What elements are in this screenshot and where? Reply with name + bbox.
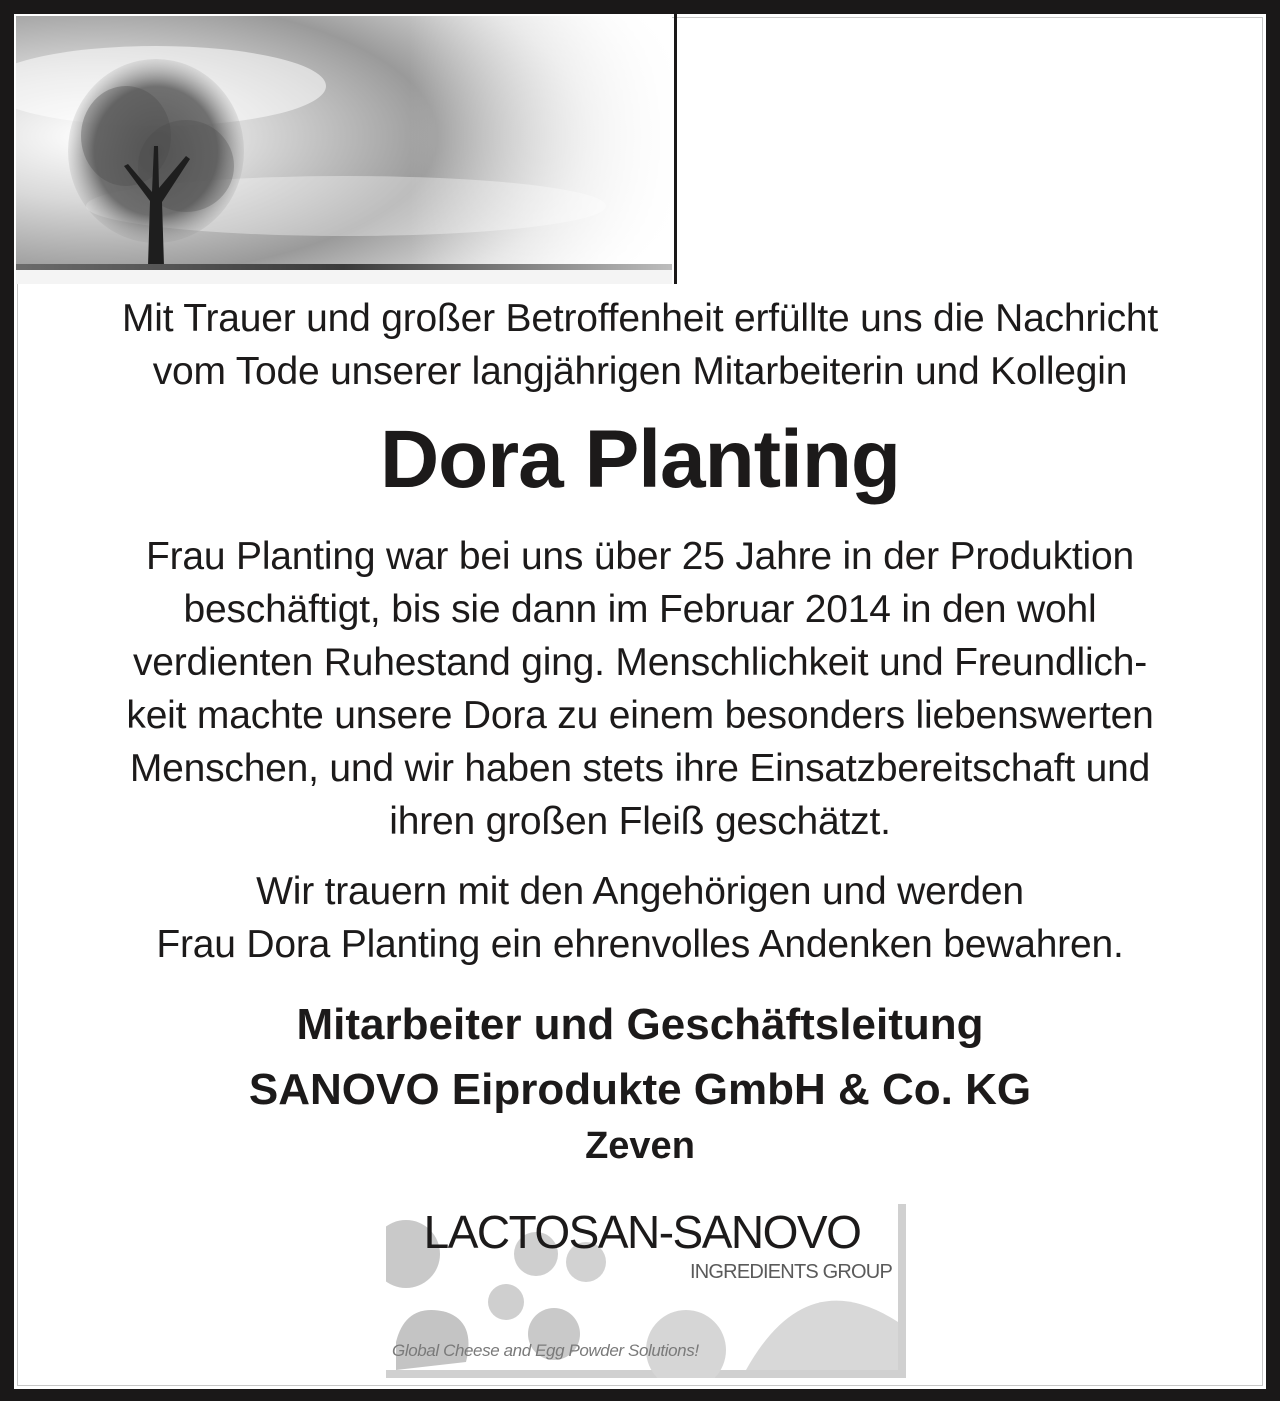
logo-tagline: Global Cheese and Egg Powder Solutions! — [392, 1341, 699, 1360]
tribute-paragraph — [30, 530, 1250, 848]
paragraph-line: Frau Planting war bei uns über 25 Jahre in der Produktion — [145, 535, 1134, 578]
signature-staff: Mitarbeiter und Geschäftsleitung — [296, 1000, 984, 1049]
logo-title: LACTOSAN-SANOVO — [423, 1206, 861, 1258]
tree-image — [16, 16, 672, 284]
deceased-name: Dora Planting — [379, 414, 901, 505]
intro-line: Mit Trauer und großer Betroffenheit erfüllte uns die Nachricht — [121, 297, 1159, 340]
signature-place: Zeven — [585, 1125, 695, 1167]
intro-text — [30, 292, 1250, 398]
company-logo — [386, 1202, 906, 1378]
intro-line: vom Tode unserer langjährigen Mitarbeiterin und Kollegin — [152, 350, 1128, 393]
paragraph-line: beschäftigt, bis sie dann im Februar 2014 in den wohl — [183, 588, 1097, 631]
signature-company: SANOVO Eiprodukte GmbH & Co. KG — [248, 1065, 1032, 1114]
paragraph-line: ihren großen Fleiß geschätzt. — [389, 800, 891, 843]
paragraph-line: verdienten Ruhestand ging. Menschlichkeit und Freundlich- — [132, 641, 1148, 684]
paragraph-line: Wir trauern mit den Angehörigen und werden — [256, 870, 1024, 913]
header-divider — [674, 14, 677, 284]
paragraph-line: Frau Dora Planting ein ehrenvolles Andenken bewahren. — [156, 923, 1124, 966]
paragraph-line: Menschen, und wir haben stets ihre Einsatzbereitschaft und — [129, 747, 1151, 790]
paragraph-line: keit machte unsere Dora zu einem besonders liebenswerten — [126, 694, 1154, 737]
logo-subtitle: INGREDIENTS GROUP — [690, 1261, 892, 1283]
mourning-paragraph — [30, 865, 1250, 971]
